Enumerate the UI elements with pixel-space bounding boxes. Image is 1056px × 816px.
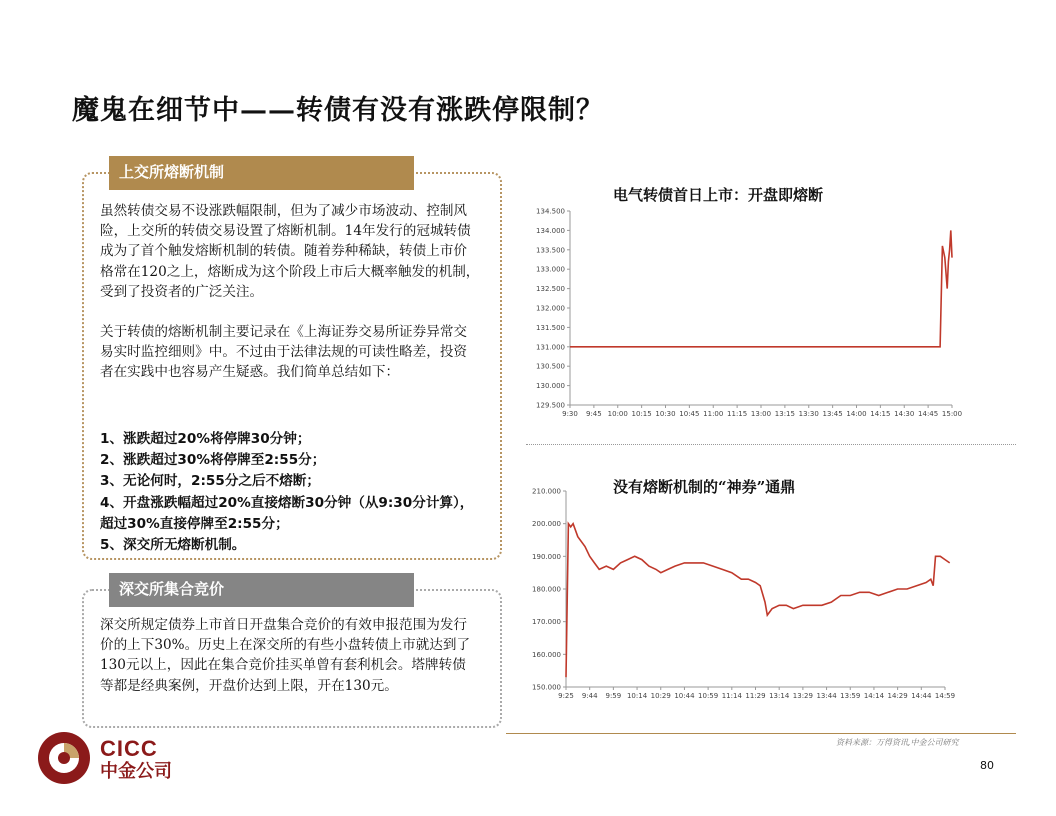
- chart1-x-tick-label: 14:30: [894, 410, 915, 418]
- chart1-y-tick-label: 130.000: [536, 382, 565, 391]
- chart2-x-tick-label: 13:14: [769, 692, 790, 700]
- chart1-y-tick-label: 134.000: [536, 226, 565, 235]
- chart2-x-tick-label: 14:44: [911, 692, 932, 700]
- cicc-logo-icon: [36, 730, 92, 786]
- chart1-y-tick-label: 132.500: [536, 285, 565, 294]
- sse-paragraph-2: 关于转债的熔断机制主要记录在《上海证券交易所证券异常交易实时监控细则》中。不过由于法律法规的可读性略差，投资者在实践中也容易产生疑惑。我们简单总结如下：: [100, 324, 468, 381]
- chart2-x-tick-label: 10:44: [674, 692, 695, 700]
- footer-rule: [506, 733, 1016, 734]
- chart1-x-tick-label: 13:00: [750, 410, 772, 418]
- chart2-y-tick-label: 170.000: [532, 618, 561, 627]
- chart1-x-tick-label: 13:30: [798, 410, 819, 418]
- chart2-x-tick-label: 14:59: [934, 692, 956, 700]
- page-number: 80: [980, 759, 994, 772]
- chart2-x-tick-label: 10:29: [650, 692, 671, 700]
- chart1-y-tick-label: 134.500: [536, 207, 565, 216]
- chart-divider: [526, 444, 1016, 445]
- chart1-x-tick-label: 9:45: [586, 410, 602, 418]
- chart2-series-line: [566, 524, 950, 678]
- source-note: 资料来源：万得资讯,中金公司研究: [836, 738, 959, 747]
- rule-item: 2、涨跌超过30%将停牌至2:55分；: [100, 452, 326, 469]
- rule-item: 5、深交所无熔断机制。: [100, 537, 246, 554]
- chart2-x-tick-label: 9:59: [605, 692, 622, 700]
- chart1-x-tick-label: 10:30: [655, 410, 676, 418]
- szse-section-tag: 深交所集合竞价: [109, 573, 414, 607]
- chart2-x-tick-label: 11:14: [721, 692, 742, 700]
- chart2-x-tick-label: 14:14: [863, 692, 885, 700]
- chart2-y-tick-label: 180.000: [532, 585, 561, 594]
- chart1-title: 电气转债首日上市：开盘即熔断: [613, 186, 824, 204]
- chart1-x-tick-label: 10:00: [607, 410, 628, 418]
- rule-item: 4、开盘涨跌幅超过20%直接熔断30分钟（从9:30分计算），超过30%直接停牌至2:55分；: [100, 494, 474, 532]
- chart1-electric-bond: [526, 205, 966, 425]
- cicc-logo: [100, 737, 172, 781]
- szse-paragraph: 深交所规定债券上市首日开盘集合竞价的有效申报范围为发行价的上下30%。历史上在深交所的有些小盘转债上市就达到了130元以上，因此在集合竞价挂买单曾有套利机会。塔牌转债等都是经典案例，开盘价达到上限，开在130元。: [100, 617, 471, 694]
- chart1-y-tick-label: 133.500: [536, 246, 565, 255]
- chart1-x-tick-label: 9:30: [562, 410, 578, 418]
- rules-list: [100, 429, 475, 556]
- chart1-x-tick-label: 10:45: [679, 410, 700, 418]
- chart2-y-tick-label: 200.000: [532, 520, 561, 529]
- chart2-x-tick-label: 10:14: [626, 692, 648, 700]
- chart1-y-tick-label: 130.500: [536, 362, 565, 371]
- chart1-x-tick-label: 13:45: [822, 410, 843, 418]
- chart2-x-tick-label: 13:59: [840, 692, 861, 700]
- chart2-x-tick-label: 14:29: [887, 692, 908, 700]
- page-title: 魔鬼在细节中——转债有没有涨跌停限制？: [72, 95, 604, 126]
- logo-cn: 中金公司: [100, 761, 172, 781]
- chart1-y-tick-label: 131.500: [536, 323, 565, 332]
- chart1-x-tick-label: 15:00: [941, 410, 963, 418]
- chart1-y-tick-label: 131.000: [536, 343, 565, 352]
- sse-section-tag: 上交所熔断机制: [109, 156, 414, 190]
- rule-item: 3、无论何时，2:55分之后不熔断；: [100, 473, 320, 490]
- chart1-y-tick-label: 129.500: [536, 401, 565, 410]
- logo-en: CICC: [100, 736, 158, 761]
- chart1-series-line: [570, 230, 952, 346]
- chart2-y-tick-label: 210.000: [532, 487, 561, 496]
- chart1-x-tick-label: 11:15: [727, 410, 748, 418]
- chart1-x-tick-label: 14:45: [918, 410, 939, 418]
- chart1-y-tick-label: 133.000: [536, 265, 565, 274]
- chart2-x-tick-label: 10:59: [698, 692, 719, 700]
- chart2-x-tick-label: 13:29: [792, 692, 813, 700]
- chart2-y-tick-label: 160.000: [532, 650, 561, 659]
- chart1-x-tick-label: 11:00: [703, 410, 724, 418]
- chart1-x-tick-label: 14:00: [846, 410, 867, 418]
- chart2-tongding-bond: [526, 486, 966, 708]
- chart1-x-tick-label: 14:15: [870, 410, 891, 418]
- chart2-x-tick-label: 9:25: [558, 692, 574, 700]
- chart2-y-tick-label: 150.000: [532, 683, 561, 692]
- chart2-x-tick-label: 13:44: [816, 692, 837, 700]
- rule-item: 1、涨跌超过20%将停牌30分钟；: [100, 431, 311, 447]
- chart1-x-tick-label: 10:15: [631, 410, 652, 418]
- chart2-x-tick-label: 9:44: [581, 692, 598, 700]
- chart1-x-tick-label: 13:15: [774, 410, 795, 418]
- chart2-title: 没有熔断机制的“神券”通鼎: [613, 478, 796, 496]
- sse-paragraph-1: 虽然转债交易不设涨跌幅限制，但为了减少市场波动、控制风险，上交所的转债交易设置了熔断机制。14年发行的冠城转债成为了首个触发熔断机制的转债。随着券种稀缺，转债上市价格常在120之上，熔断成为这个阶段上市后大概率触发的机制，受到了投资者的广泛关注。: [100, 203, 480, 300]
- chart2-x-tick-label: 11:29: [745, 692, 766, 700]
- chart1-y-tick-label: 132.000: [536, 304, 565, 313]
- chart2-y-tick-label: 190.000: [532, 552, 561, 561]
